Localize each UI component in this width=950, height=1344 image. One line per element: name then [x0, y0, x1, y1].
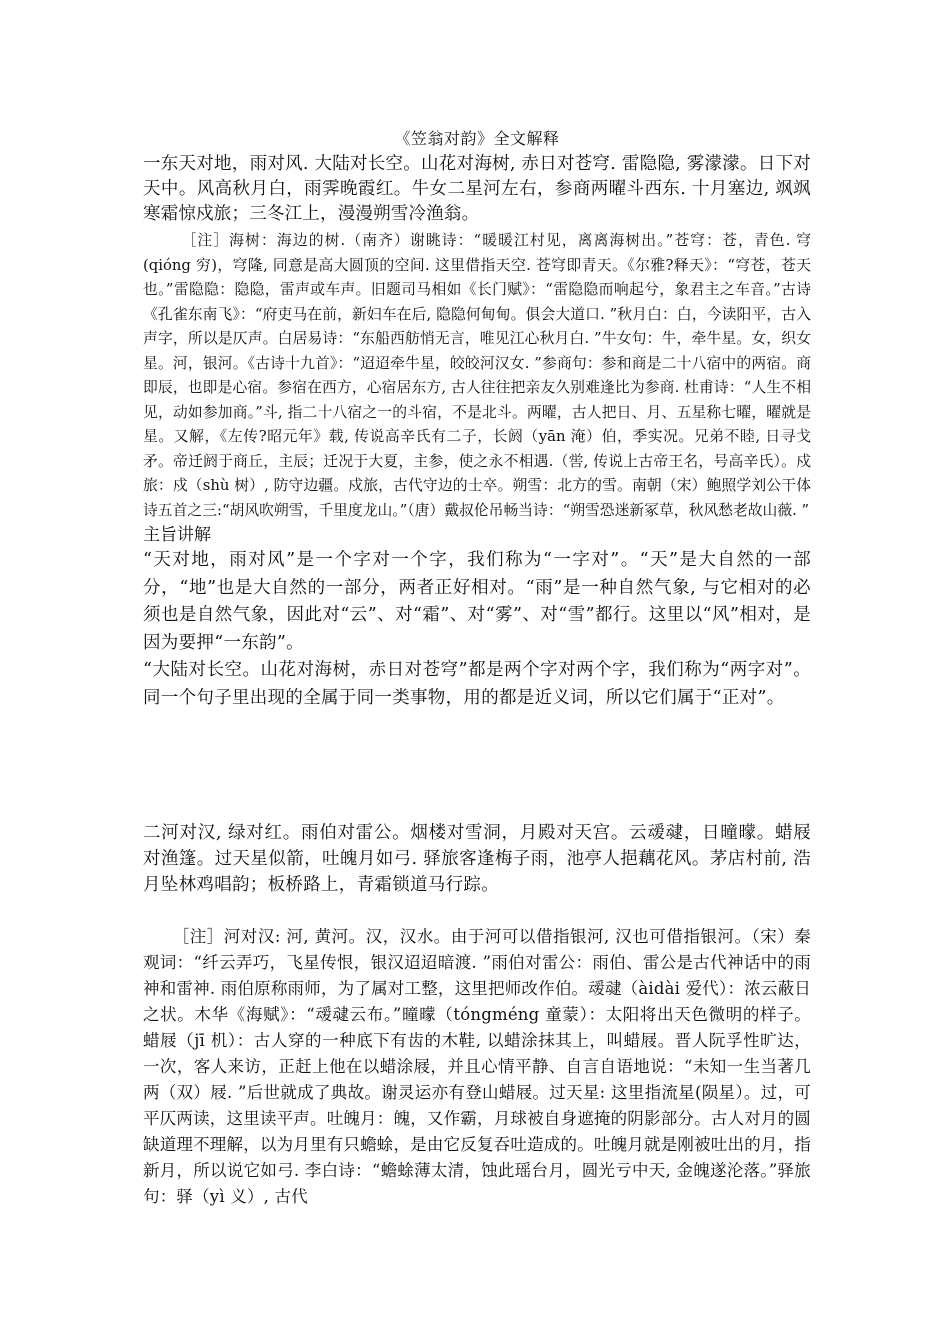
document-page [143, 128, 811, 712]
verse-paragraph-1: 一东天对地，雨对风. 大陆对长空。山花对海树, 赤日对苍穹. 雷隐隐, 雾濛濛。日下对天中。风高秋月白，雨霁晚霞红。牛女二星河左右，参商两曜斗西东. 十月塞边, 飒飒寒霜惊戍旅；三冬江上，漫漫朔雪冷渔翁。 [143, 154, 811, 224]
document-section-2 [143, 820, 811, 1210]
theme-heading: 主旨讲解 [143, 525, 211, 545]
annotation-paragraph-1: ［注］海树：海边的树.（南齐）谢眺诗：“暖暖江村见，离离海树出。”苍穹：苍，青色. 穹(qióng 穷)，穹隆, 同意是高大圆顶的空间. 这里借指天空. 苍穹即青天。《尔雅?释天》：“穹苍，苍天也。”雷隐隐：隐隐，雷声或车声。旧题司马相如《长门赋》：“雷隐隐而响起兮，象君主之车音。”古诗《孔雀东南飞》：“府吏马在前，新妇车在后, 隐隐何甸甸。俱会大道口. ”秋月白：白，今读阳平，古入声字，所以是仄声。白居易诗：“东船西舫悄无言，唯见江心秋月白. ”牛女句：牛，牵牛星。女，织女星。河，银河。《古诗十九首》：“迢迢牵牛星，皎皎河汉女. ”参商句：参和商是二十八宿中的两宿。商即辰，也即是心宿。参宿在西方，心宿居东方, 古人往往把亲友久别难逢比为参商. 杜甫诗：“人生不相见，动如参加商。”斗, 指二十八宿之一的斗宿，不是北斗。两曜，古人把日、月、五星称七曜，曜就是星。又解，《左传?昭元年》载, 传说高辛氏有二子，长阏（yān 淹）伯，季实况。兄弟不睦, 日寻戈矛。帝迁阏于商丘，主辰；迁况于大夏，主参，使之永不相遇.（喾, 传说上古帝王名，号高辛氏）。戍旅：戍（shù 树）, 防守边疆。戍旅，古代守边的士卒。朔雪：北方的雪。南朝（宋）鲍照学刘公干体诗五首之三:“胡风吹朔雪，千里度龙山。”（唐）戴叔伦吊畅当诗：“朔雪恐迷新冢草，秋风愁老故山薇. ” [143, 232, 811, 519]
theme-paragraph-1: “天对地，雨对风”是一个字对一个字，我们称为“一字对”。“天”是大自然的一部分，“地”也是大自然的一部分，两者正好相对。“雨”是一种自然气象, 与它相对的必须也是自然气象，因此对“云”、对“霜”、对“雾”、对“雪”都行。这里以“风”相对，是因为要押“一东韵”。 [143, 550, 811, 653]
theme-paragraph-2: “大陆对长空。山花对海树，赤日对苍穹”都是两个字对两个字，我们称为“两字对”。同一个句子里出现的全属于同一类事物，用的都是近义词，所以它们属于“正对”。 [143, 660, 811, 708]
annotation-paragraph-2: ［注］河对汉: 河, 黄河。汉，汉水。由于河可以借指银河, 汉也可借指银河。（宋）秦观词：“纤云弄巧，飞星传恨，银汉迢迢暗渡. ”雨伯对雷公：雨伯、雷公是古代神话中的雨神和雷神. 雨伯原称雨师，为了属对工整，这里把师改作伯。叆叇（àidài 爱代）：浓云蔽日之状。木华《海赋》：“叆叇云布。”曈曚（tóngméng 童蒙）：太阳将出天色微明的样子。蜡屐（jī 机）：古人穿的一种底下有齿的木鞋, 以蜡涂抹其上，叫蜡屐。晋人阮孚性旷达，一次，客人来访，正赶上他在以蜡涂屐，并且心情平静、自言自语地说：“未知一生当著几两（双）屐. ”后世就成了典故。谢灵运亦有登山蜡屐。过天星: 这里指流星(陨星）。过，可平仄两读，这里读平声。吐魄月：魄，又作霸，月球被自身遮掩的阴影部分。古人对月的圆缺道理不理解，以为月里有只蟾蜍，是由它反复吞吐造成的。吐魄月就是刚被吐出的月，指新月，所以说它如弓. 李白诗：“蟾蜍薄太清，蚀此瑶台月，圆光亏中天, 金魄遂沦落。”驿旅句：驿（yì 义）, 古代 [143, 927, 811, 1206]
verse-paragraph-2: 二河对汉, 绿对红。雨伯对雷公。烟楼对雪洞，月殿对天宫。云叆叇，日曈曚。蜡屐对渔篷。过天星似箭，吐魄月如弓. 驿旅客逢梅子雨，池亭人挹藕花风。茅店村前, 浩月坠林鸡唱韵；板桥路上，青霜锁道马行踪。 [143, 823, 811, 895]
document-title: 《笠翁对韵》全文解释 [394, 129, 560, 148]
